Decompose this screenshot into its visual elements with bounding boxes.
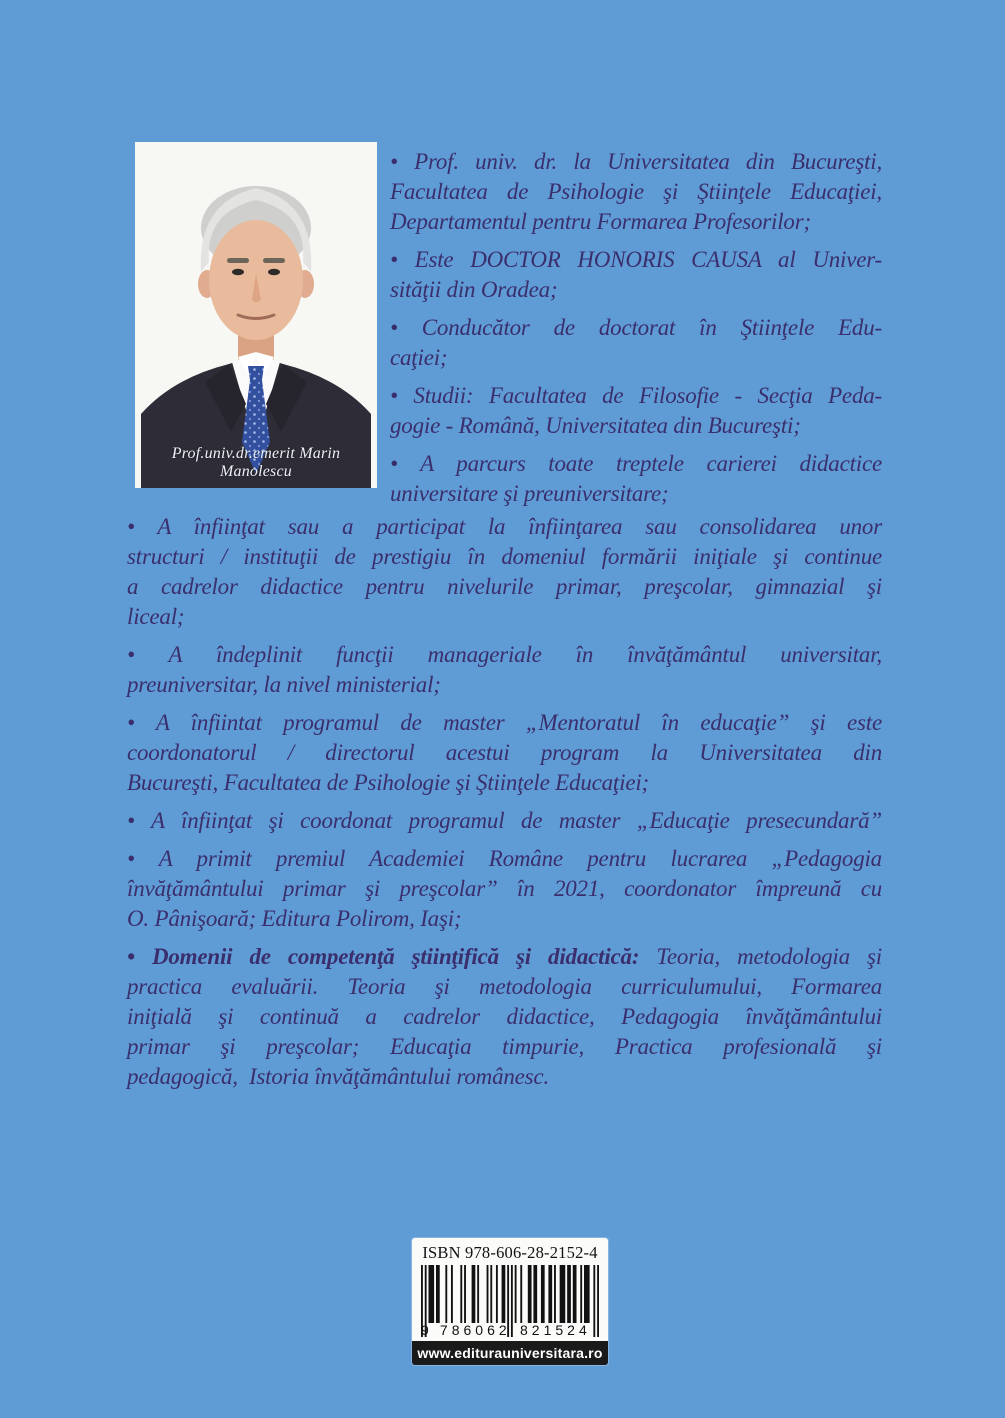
bio-line: coordonatorul / directorul acestui program la Universitatea din <box>127 740 882 765</box>
isbn-block <box>412 1238 608 1365</box>
bio-line: • A îndeplinit funcţii manageriale în învăţământul universitar, <box>127 642 882 667</box>
bio-line: primar şi preşcolar; Educaţia timpurie, Practica profesională şi <box>127 1034 882 1059</box>
bio-bullet <box>390 245 882 305</box>
bio-line: Bucureşti, Facultatea de Psihologie şi Ştiinţele Educaţiei; <box>127 770 649 795</box>
bio-column-main <box>127 512 882 1100</box>
barcode <box>421 1265 599 1337</box>
bio-line: structuri / instituţii de prestigiu în domeniul formării iniţiale şi continue <box>127 544 882 569</box>
bio-line: • Studii: Facultatea de Filosofie - Secţia Peda- <box>390 383 882 408</box>
domains-lead-rest: Teoria, metodologia şi <box>639 944 882 969</box>
bio-line: gogie - Română, Universitatea din Bucureşti; <box>390 413 801 438</box>
bio-line: a cadrelor didactice pentru nivelurile primar, preşcolar, gimnazial şi <box>127 574 882 599</box>
bio-line: O. Pânişoară; Editura Polirom, Iaşi; <box>127 906 462 931</box>
barcode-digit-lead: 9 <box>421 1322 429 1338</box>
bio-bullet <box>390 313 882 373</box>
bio-line: • A parcurs toate treptele carierei didactice <box>390 451 882 476</box>
bio-line: • Este DOCTOR HONORIS CAUSA al Univer- <box>390 247 882 272</box>
photo-caption: Prof.univ.dr.emerit Marin Manolescu <box>171 445 341 480</box>
bio-line: pedagogică, Istoria învăţământului românesc. <box>127 1064 549 1089</box>
domains-bold-lead: • Domenii de competenţă ştiinţifică şi didactică: <box>127 944 640 969</box>
bio-line: universitare şi preuniversitare; <box>390 481 669 506</box>
publisher-website-band: www.editurauniversitara.ro <box>412 1341 608 1365</box>
bio-bullet <box>390 381 882 441</box>
bio-bullet <box>127 806 882 836</box>
bio-line: caţiei; <box>390 345 448 370</box>
bio-line: sităţii din Oradea; <box>390 277 558 302</box>
bio-line: • A înfiinţat sau a participat la înfiinţarea sau consolidarea unor <box>127 514 882 539</box>
bio-bullet <box>127 708 882 798</box>
bio-bullet <box>127 512 882 632</box>
bio-bullet <box>390 147 882 237</box>
bio-line <box>127 942 882 972</box>
bio-column-right <box>390 147 882 517</box>
portrait-illustration <box>135 142 377 488</box>
bio-bullet <box>390 449 882 509</box>
bio-line: Departamentul pentru Formarea Profesorilor; <box>390 209 811 234</box>
bio-bullet <box>127 942 882 1092</box>
bio-line: • A înfiinţat şi coordonat programul de master „Educaţie presecundară” <box>127 808 882 833</box>
bio-line: practica evaluării. Teoria şi metodologia curriculumului, Formarea <box>127 974 882 999</box>
bio-line: • Prof. univ. dr. la Universitatea din Bucureşti, <box>390 149 882 174</box>
barcode-digits <box>421 1322 599 1338</box>
bio-line: Facultatea de Psihologie şi Ştiinţele Educaţiei, <box>390 179 882 204</box>
bio-line: iniţială şi continuă a cadrelor didactice, Pedagogia învăţământului <box>127 1004 882 1029</box>
bio-line: • A primit premiul Academiei Române pentru lucrarea „Pedagogia <box>127 846 882 871</box>
bio-line: învăţământului primar şi preşcolar” în 2021, coordonator împreună cu <box>127 876 882 901</box>
isbn-label: ISBN 978-606-28-2152-4 <box>422 1243 598 1262</box>
barcode-digits-left: 786062 <box>439 1322 511 1338</box>
bio-bullet <box>127 844 882 934</box>
bio-line: • Conducător de doctorat în Ştiinţele Edu- <box>390 315 882 340</box>
bio-line: • A înfiintat programul de master „Mentoratul în educaţie” şi este <box>127 710 882 735</box>
isbn-white-panel <box>412 1238 608 1341</box>
barcode-digits-right: 821524 <box>520 1322 591 1338</box>
portrait-photo <box>135 142 377 488</box>
bio-line: liceal; <box>127 604 185 629</box>
bio-bullet <box>127 640 882 700</box>
bio-line: preuniversitar, la nivel ministerial; <box>127 672 441 697</box>
